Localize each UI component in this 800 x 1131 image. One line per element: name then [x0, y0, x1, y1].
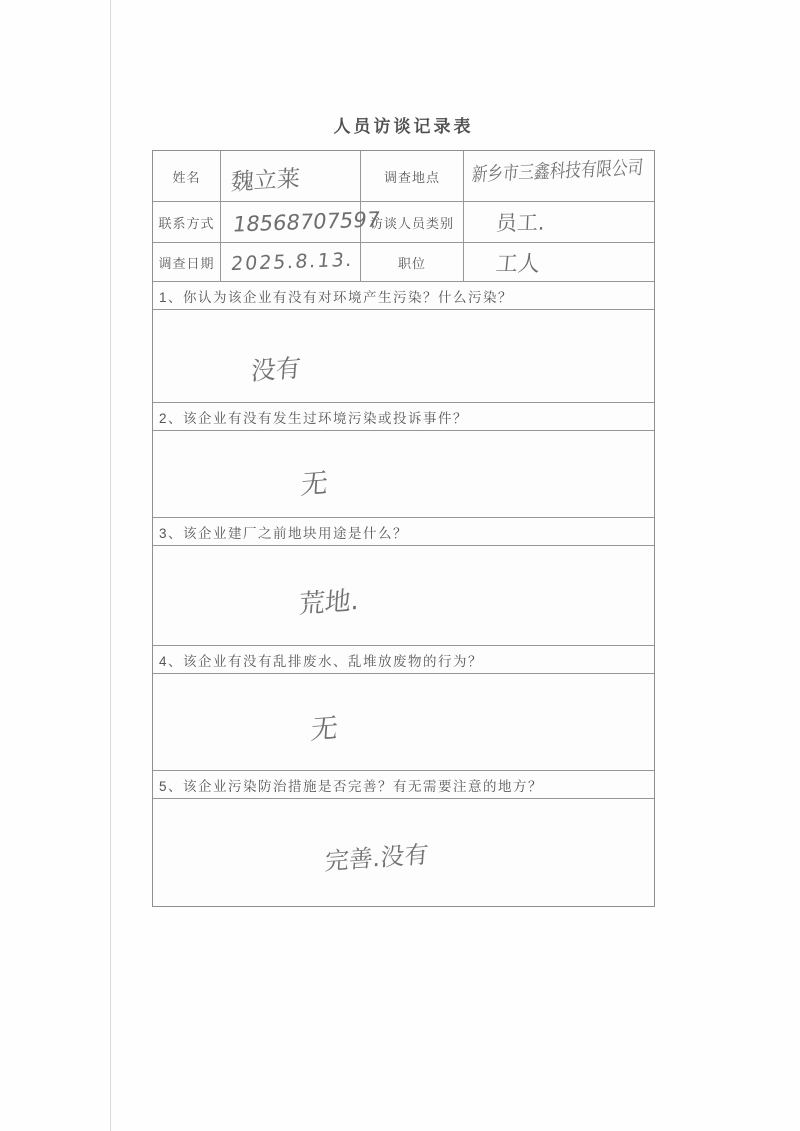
location-field: [464, 151, 681, 201]
form-title: 人员访谈记录表: [333, 117, 474, 136]
category-label: 访谈人员类别: [361, 202, 464, 242]
answer-4-box: [153, 674, 654, 771]
question-4-text: 4、该企业有没有乱排废水、乱堆放废物的行为？: [153, 646, 654, 674]
name-handwriting: 魏立莱: [230, 165, 301, 196]
header-row-contact-category: [153, 202, 654, 243]
date-handwriting: 2025.8.13.: [229, 248, 355, 276]
answer-3-box: [153, 546, 654, 646]
interview-form-table: [152, 150, 655, 907]
question-2-text: 2、该企业有没有发生过环境污染或投诉事件？: [153, 403, 654, 431]
contact-handwriting: 18568707597: [231, 207, 382, 237]
category-field: [464, 202, 654, 242]
contact-field: [221, 202, 382, 242]
position-label: 职位: [361, 243, 464, 281]
name-label: 姓名: [153, 151, 221, 201]
scan-artifact-line: [110, 0, 111, 1131]
name-field: [221, 151, 361, 201]
position-field: [464, 243, 654, 281]
location-handwriting: 新乡市三鑫科技有限公司: [470, 156, 645, 186]
answer-1-box: [153, 310, 654, 403]
answer-4-handwriting: 无: [309, 712, 339, 746]
position-handwriting: 工人: [494, 251, 542, 277]
category-handwriting: 员工.: [495, 210, 546, 236]
question-5-text: 5、该企业污染防治措施是否完善？有无需要注意的地方？: [153, 771, 654, 799]
question-3-text: 3、该企业建厂之前地块用途是什么？: [153, 518, 654, 546]
contact-label: 联系方式: [153, 202, 221, 242]
answer-2-box: [153, 431, 654, 518]
answer-5-handwriting: 完善.没有: [323, 840, 430, 876]
date-field: [221, 243, 361, 281]
answer-2-handwriting: 无: [299, 467, 329, 501]
answer-5-box: [153, 799, 654, 906]
question-1-text: 1、你认为该企业有没有对环境产生污染？什么污染？: [153, 282, 654, 310]
header-row-date-position: [153, 243, 654, 282]
location-label: 调查地点: [361, 151, 464, 201]
date-label: 调查日期: [153, 243, 221, 281]
answer-3-handwriting: 荒地.: [297, 585, 361, 621]
header-row-name-location: [153, 151, 654, 202]
answer-1-handwriting: 没有: [249, 353, 302, 386]
